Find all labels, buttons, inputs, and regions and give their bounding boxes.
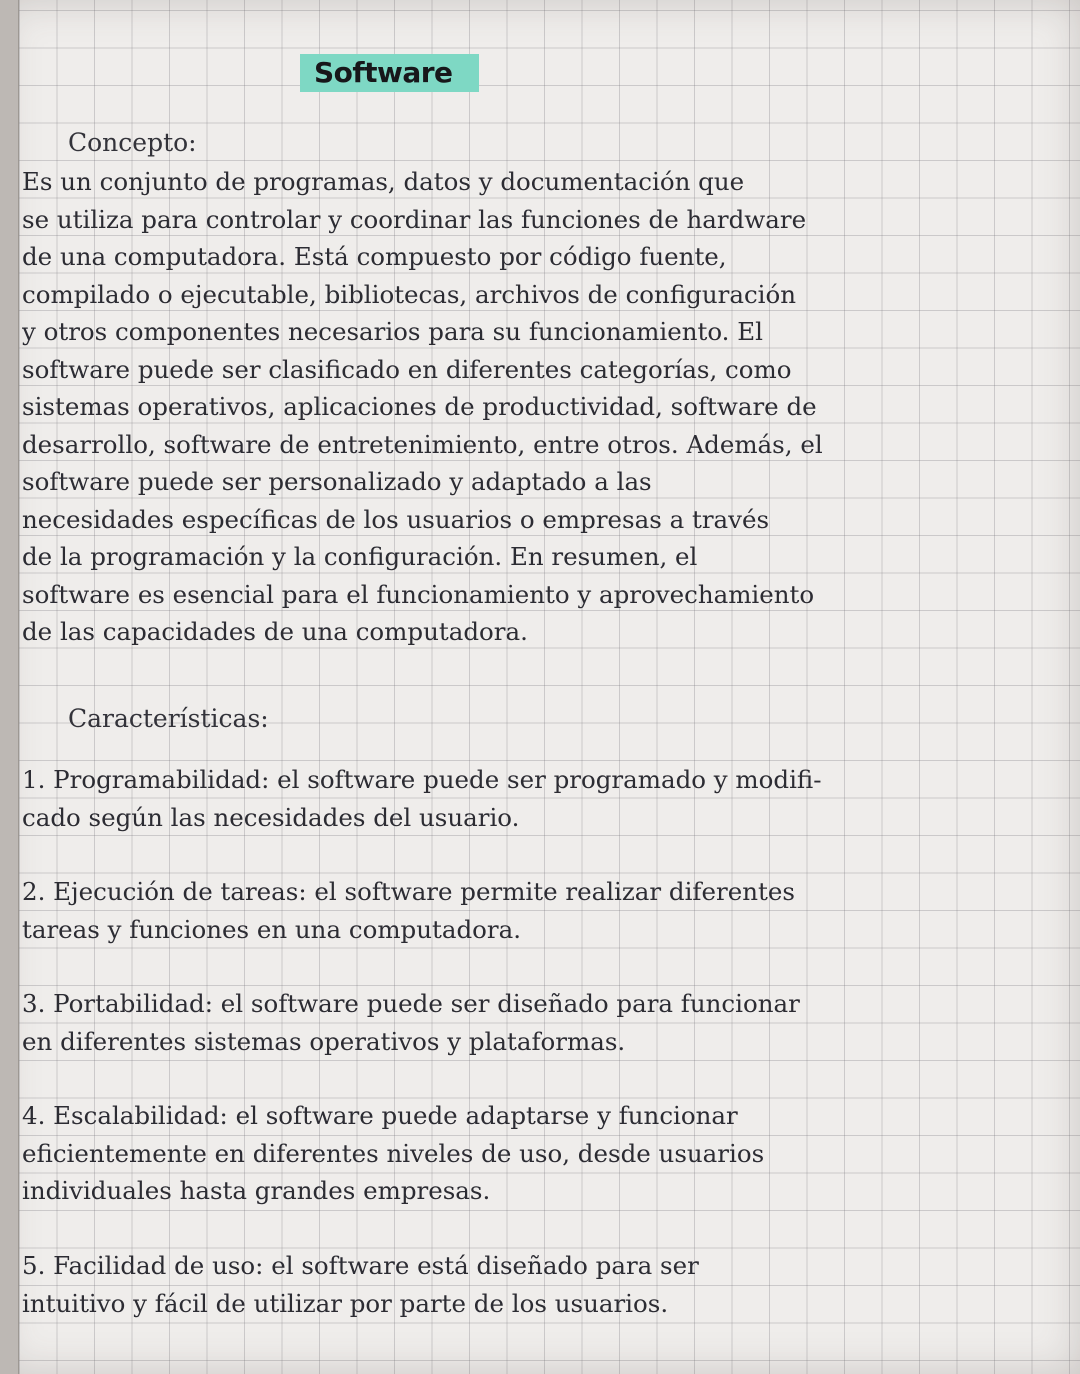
characteristic-line: 2. Ejecución de tareas: el software permite realizar diferentes	[22, 877, 795, 906]
characteristic-line: individuales hasta grandes empresas.	[22, 1176, 491, 1205]
title-highlight	[300, 54, 479, 92]
concept-line: Es un conjunto de programas, datos y documentación que	[22, 167, 745, 196]
concept-line: compilado o ejecutable, bibliotecas, archivos de configuración	[22, 279, 797, 309]
concept-line: de una computadora. Está compuesto por código fuente,	[22, 242, 727, 271]
concept-line: y otros componentes necesarios para su funcionamiento. El	[22, 317, 763, 346]
characteristic-line: 1. Programabilidad: el software puede ser programado y modifi-	[22, 765, 822, 794]
concept-line: software puede ser personalizado y adaptado a las	[22, 467, 652, 496]
concept-line: software puede ser clasificado en diferentes categorías, como	[22, 354, 792, 384]
concept-line: de las capacidades de una computadora.	[22, 617, 528, 646]
characteristic-line: 3. Portabilidad: el software puede ser diseñado para funcionar	[22, 989, 800, 1018]
characteristic-item-4	[22, 1097, 1067, 1210]
concept-heading: Concepto:	[68, 128, 197, 157]
characteristics-heading: Características:	[68, 704, 269, 733]
characteristic-line: 4. Escalabilidad: el software puede adaptarse y funcionar	[22, 1101, 738, 1130]
concept-line: de la programación y la configuración. En resumen, el	[22, 542, 698, 571]
page-binding-edge	[0, 0, 19, 1374]
characteristic-line: tareas y funciones en una computadora.	[22, 914, 522, 944]
concept-line: necesidades específicas de los usuarios o empresas a través	[22, 504, 770, 534]
characteristic-line: eficientemente en diferentes niveles de uso, desde usuarios	[22, 1138, 765, 1168]
concept-line: se utiliza para controlar y coordinar las funciones de hardware	[22, 204, 807, 234]
concept-paragraph	[22, 163, 1067, 651]
concept-line: software es esencial para el funcionamiento y aprovechamiento	[22, 579, 815, 609]
characteristic-item-2	[22, 873, 1067, 948]
characteristic-line: intuitivo y fácil de utilizar por parte de los usuarios.	[22, 1288, 669, 1318]
characteristic-item-5	[22, 1247, 1067, 1322]
characteristic-item-3	[22, 985, 1067, 1060]
concept-line: desarrollo, software de entretenimiento, entre otros. Además, el	[22, 429, 823, 459]
characteristic-line: cado según las necesidades del usuario.	[22, 802, 520, 832]
page-title: Software	[314, 56, 453, 89]
characteristic-item-1	[22, 761, 1067, 836]
characteristic-line: 5. Facilidad de uso: el software está diseñado para ser	[22, 1251, 699, 1280]
characteristic-line: en diferentes sistemas operativos y plataformas.	[22, 1026, 626, 1056]
concept-line: sistemas operativos, aplicaciones de productividad, software de	[22, 392, 817, 421]
